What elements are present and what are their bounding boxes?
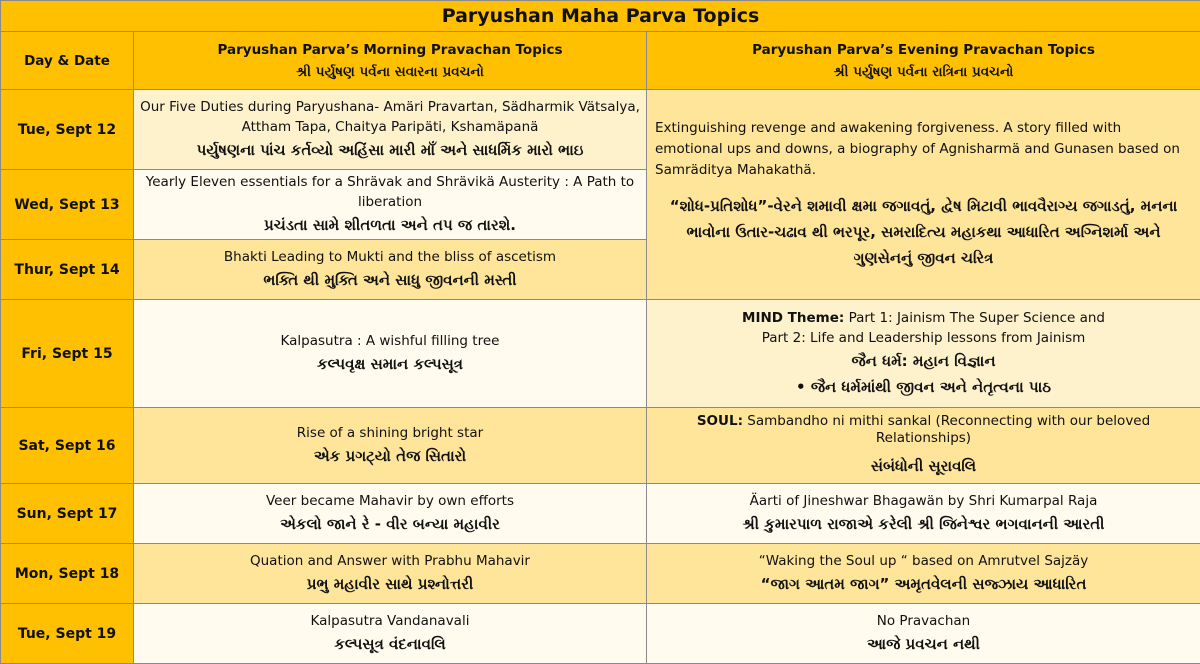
morning-cell <box>134 604 647 664</box>
day-cell: Tue, Sept 19 <box>1 604 134 664</box>
table-title: Paryushan Maha Parva Topics <box>1 1 1200 32</box>
evening-cell <box>647 408 1200 484</box>
table-row <box>1 604 1200 664</box>
table-row <box>1 408 1200 484</box>
evening-topic-en <box>653 413 1194 447</box>
day-cell: Sun, Sept 17 <box>1 484 134 544</box>
morning-topic-gu: એકલો જાને રે - વીર બન્યા મહાવીર <box>140 511 640 537</box>
evening-topic-en: No Pravachan <box>653 611 1194 631</box>
day-cell: Tue, Sept 12 <box>1 90 134 170</box>
table-row <box>1 300 1200 408</box>
table-row <box>1 90 1200 170</box>
morning-topic-en: Rise of a shining bright star <box>140 423 640 443</box>
morning-topic-en: Our Five Duties during Paryushana- Amäri Pravartan, Sädharmik Vätsalya, Attham Tapa, Chaitya Paripäti, Kshamäpanä <box>140 97 640 137</box>
evening-topic-gu2: • જૈન ધર્મમાંથી જીવન અને નેતૃત્વના પાઠ <box>653 374 1194 400</box>
morning-cell <box>134 484 647 544</box>
morning-topic-gu: ભક્તિ થી મુક્તિ અને સાધુ જીવનની મસ્તી <box>140 267 640 293</box>
header-row <box>1 32 1200 90</box>
evening-topic-gu: સંબંધોની સૂરાવલિ <box>653 453 1194 479</box>
evening-topic-gu: આજે પ્રવચન નથી <box>653 631 1194 657</box>
morning-topic-gu: કલ્પવૃક્ષ સમાન કલ્પસૂત્ર <box>140 351 640 377</box>
morning-topic-gu: પ્રચંડતા સામે શીતળતા અને તપ જ તારશે. <box>140 212 640 238</box>
soul-label: SOUL: <box>697 413 743 429</box>
title-row <box>1 1 1200 32</box>
soul-text: Sambandho ni mithi sankal (Reconnecting with our beloved Relationships) <box>747 413 1150 446</box>
evening-topic-gu1: જૈન ધર્મ: મહાન વિજ્ઞાન <box>653 348 1194 374</box>
evening-cell <box>647 604 1200 664</box>
mind-theme-part1: Part 1: Jainism The Super Science and <box>849 310 1105 326</box>
evening-cell <box>647 484 1200 544</box>
morning-cell <box>134 240 647 300</box>
evening-topic-en: “Waking the Soul up “ based on Amrutvel Sajzäy <box>653 551 1194 571</box>
evening-merged-gu: “શોધ-પ્રતિશોધ”-વેરને શમાવી ક્ષમા જગાવતું, દ્વેષ મિટાવી ભાવવૈરાગ્ય જગાડતું, મનના ભાવોના ઉતાર-ચઢાવ થી ભરપૂર, સમરાદિત્ય મહાકથા આધારિત અગ્નિશર્મા અને ગુણસેનનું જીવન ચરિત્ર <box>655 193 1192 271</box>
morning-topic-en: Bhakti Leading to Mukti and the bliss of ascetism <box>140 247 640 267</box>
header-evening-en: Paryushan Parva’s Evening Pravachan Topics <box>653 39 1194 61</box>
morning-topic-gu: એક પ્રગટ્યો તેજ સિતારો <box>140 443 640 469</box>
morning-topic-en: Yearly Eleven essentials for a Shrävak and Shrävikä Austerity : A Path to liberation <box>140 172 640 212</box>
header-morning-gu: શ્રી પર્યુષણ પર્વના સવારના પ્રવચનો <box>140 61 640 83</box>
evening-cell <box>647 300 1200 408</box>
morning-topic-en: Kalpasutra Vandanavali <box>140 611 640 631</box>
morning-topic-gu: કલ્પસૂત્ર વંદનાવલિ <box>140 631 640 657</box>
evening-topic-en: Äarti of Jineshwar Bhagawän by Shri Kumarpal Raja <box>653 491 1194 511</box>
morning-topic-gu: પ્રભુ મહાવીર સાથે પ્રશ્નોત્તરી <box>140 571 640 597</box>
mind-theme-label: MIND Theme: <box>742 310 844 326</box>
evening-merged-cell <box>647 90 1200 300</box>
morning-cell <box>134 170 647 240</box>
header-day-date: Day & Date <box>1 32 134 90</box>
table-row <box>1 544 1200 604</box>
evening-topic-line1 <box>653 308 1194 328</box>
morning-topic-en: Kalpasutra : A wishful filling tree <box>140 331 640 351</box>
day-cell: Sat, Sept 16 <box>1 408 134 484</box>
evening-topic-gu: શ્રી કુમારપાળ રાજાએ કરેલી શ્રી જિનેશ્વર ભગવાનની આરતી <box>653 511 1194 537</box>
morning-cell <box>134 90 647 170</box>
morning-cell <box>134 544 647 604</box>
day-cell: Fri, Sept 15 <box>1 300 134 408</box>
evening-topic-line2: Part 2: Life and Leadership lessons from Jainism <box>653 328 1194 348</box>
header-morning <box>134 32 647 90</box>
evening-topic-gu: “જાગ આતમ જાગ” અમૃતવેલની સજ્ઝાય આધારિત <box>653 571 1194 597</box>
day-cell: Mon, Sept 18 <box>1 544 134 604</box>
morning-topic-gu: પર્યુષણના પાંચ કર્તવ્યો અહિંસા મારી માઁ અને સાધર્મિક મારો ભાઇ <box>140 137 640 163</box>
header-evening <box>647 32 1200 90</box>
day-cell: Wed, Sept 13 <box>1 170 134 240</box>
evening-cell <box>647 544 1200 604</box>
day-cell: Thur, Sept 14 <box>1 240 134 300</box>
morning-cell <box>134 300 647 408</box>
morning-cell <box>134 408 647 484</box>
table-row <box>1 484 1200 544</box>
header-evening-gu: શ્રી પર્યુષણ પર્વના રાત્રિના પ્રવચનો <box>653 61 1194 83</box>
header-morning-en: Paryushan Parva’s Morning Pravachan Topics <box>140 39 640 61</box>
morning-topic-en: Veer became Mahavir by own efforts <box>140 491 640 511</box>
morning-topic-en: Quation and Answer with Prabhu Mahavir <box>140 551 640 571</box>
evening-merged-en: Extinguishing revenge and awakening forgiveness. A story filled with emotional ups and downs, a biography of Agnisharmä and Gunasen based on Samräditya Mahakathä. <box>655 118 1192 181</box>
